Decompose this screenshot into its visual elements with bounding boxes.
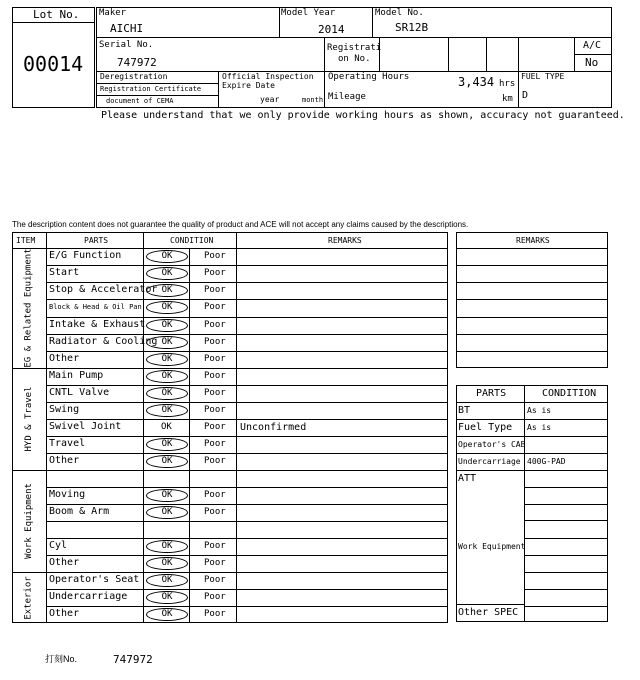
right-remarks-header: REMARKS [516, 236, 550, 245]
ok-option[interactable]: OK [161, 421, 172, 432]
ok-option[interactable]: OK [146, 489, 188, 502]
ok-option[interactable]: OK [146, 336, 188, 349]
part-label: Start [49, 267, 80, 279]
month-label: month [302, 96, 324, 104]
poor-option[interactable]: Poor [204, 370, 226, 381]
poor-option[interactable]: Poor [204, 455, 226, 466]
ok-option[interactable]: OK [146, 370, 188, 383]
part-label: Swivel Joint [49, 420, 122, 432]
poor-option[interactable]: Poor [204, 404, 226, 415]
ok-option[interactable]: OK [146, 301, 188, 314]
maker-value: AICHI [110, 22, 144, 35]
group-label: EG & Related Equipment [24, 248, 34, 368]
registration-cert-label: Registration Certificate [100, 85, 202, 93]
right-part-label: Fuel Type [458, 422, 513, 434]
part-label: CNTL Valve [49, 386, 110, 398]
header-remarks: REMARKS [328, 236, 362, 245]
other-spec-label: Other SPEC [458, 607, 519, 618]
ac-value: No [585, 56, 599, 69]
right-condition-value: As is [527, 406, 552, 416]
header-condition: CONDITION [170, 236, 214, 245]
stamp-value: 747972 [113, 653, 153, 666]
poor-option[interactable]: Poor [204, 421, 226, 432]
inspection-label-2: Expire Date [222, 81, 275, 90]
part-label: Operator's Seat [49, 574, 140, 586]
right-part-label: BT [458, 405, 471, 417]
model-year-label: Model Year [281, 8, 336, 18]
km-unit: km [502, 94, 513, 104]
header-item: ITEM [16, 236, 36, 245]
lot-number: 00014 [23, 52, 84, 76]
ok-option[interactable]: OK [146, 574, 188, 587]
ok-option[interactable]: OK [146, 438, 188, 451]
registration-label-2: on No. [338, 54, 371, 64]
part-label: Other [49, 454, 80, 466]
part-label: Stop & Accelerator [49, 284, 158, 296]
operating-hours-label: Operating Hours [328, 72, 410, 82]
poor-option[interactable]: Poor [204, 319, 226, 330]
year-label: year [260, 95, 280, 104]
part-label: Other [49, 557, 80, 569]
poor-option[interactable]: Poor [204, 507, 226, 518]
lot-label: Lot No. [33, 8, 80, 21]
description-notice: The description content does not guarantee the quality of product and ACE will not accept any claims caused by the descriptions. [12, 220, 469, 229]
poor-option[interactable]: Poor [204, 353, 226, 364]
ac-label: A/C [583, 40, 602, 51]
model-no-label: Model No. [375, 8, 424, 18]
group-label: Work Equipment [24, 483, 35, 560]
part-label: Boom & Arm [49, 506, 110, 518]
ok-option[interactable]: OK [146, 540, 188, 553]
deregistration-label: Deregistration [100, 72, 168, 81]
ok-option[interactable]: OK [146, 404, 188, 417]
part-label: Radiator & Cooling [49, 335, 158, 347]
part-label: Intake & Exhaust [49, 318, 146, 330]
maker-label: Maker [99, 8, 127, 18]
poor-option[interactable]: Poor [204, 490, 226, 500]
poor-option[interactable]: Poor [204, 592, 226, 603]
poor-option[interactable]: Poor [204, 336, 226, 347]
serial-value: 747972 [117, 56, 157, 69]
model-no-value: SR12B [395, 21, 429, 34]
ok-option[interactable]: OK [146, 250, 188, 263]
poor-option[interactable]: Poor [204, 251, 226, 262]
poor-option[interactable]: Poor [204, 609, 226, 620]
fuel-type-value: D [522, 90, 529, 101]
poor-option[interactable]: Poor [204, 387, 226, 398]
ok-option[interactable]: OK [146, 591, 188, 604]
part-label: Moving [49, 489, 86, 500]
poor-option[interactable]: Poor [204, 302, 226, 313]
ok-option[interactable]: OK [146, 353, 188, 366]
remark-text: Unconfirmed [240, 421, 307, 433]
right-parts-header: PARTS [476, 388, 507, 399]
part-label: Block & Head & Oil Pan [49, 303, 142, 312]
group-label: Exterior [23, 576, 34, 620]
att-label: ATT [458, 473, 477, 485]
poor-option[interactable]: Poor [204, 268, 226, 279]
stamp-label: 打刻No. [45, 654, 78, 664]
operating-hours-value: 3,434 [458, 75, 495, 89]
part-label: Other [49, 352, 80, 364]
part-label: Main Pump [49, 369, 104, 381]
ok-option[interactable]: OK [146, 506, 188, 519]
part-label: Cyl [49, 540, 68, 552]
ok-option[interactable]: OK [146, 387, 188, 400]
part-label: Undercarriage [49, 591, 128, 603]
ok-option[interactable]: OK [146, 284, 188, 297]
part-label: Travel [49, 437, 86, 449]
ok-option[interactable]: OK [146, 557, 188, 570]
hours-notice: Please understand that we only provide working hours as shown, accuracy not guaranteed. [101, 110, 625, 121]
mileage-label: Mileage [328, 92, 366, 102]
part-label: E/G Function [49, 250, 122, 262]
inspection-label-1: Official Inspection [222, 72, 314, 81]
ok-option[interactable]: OK [146, 319, 188, 332]
ok-option[interactable]: OK [146, 455, 188, 468]
poor-option[interactable]: Poor [204, 285, 226, 296]
serial-label: Serial No. [99, 40, 154, 50]
fuel-type-label: FUEL TYPE [521, 72, 565, 81]
right-condition-value: 400G-PAD [527, 457, 566, 467]
right-part-label: Undercarriage [458, 457, 521, 467]
poor-option[interactable]: Poor [204, 558, 226, 569]
cema-label: document of CEMA [106, 97, 174, 105]
part-label: Other [49, 608, 80, 620]
poor-option[interactable]: Poor [204, 575, 226, 586]
poor-option[interactable]: Poor [204, 541, 226, 552]
hrs-unit: hrs [499, 79, 516, 89]
work-equipment-label: Work Equipment [458, 542, 526, 551]
model-year-value: 2014 [318, 23, 345, 36]
registration-label-1: Registrati [327, 43, 382, 53]
ok-option[interactable]: OK [146, 608, 188, 621]
right-condition-header: CONDITION [542, 388, 597, 399]
part-label: Swing [49, 403, 80, 415]
right-part-label: Operator's CAB [458, 440, 526, 450]
right-condition-value: As is [527, 423, 552, 433]
header-parts: PARTS [84, 236, 109, 245]
group-label: HYD & Travel [24, 386, 35, 452]
ok-option[interactable]: OK [146, 267, 188, 280]
poor-option[interactable]: Poor [204, 438, 226, 449]
